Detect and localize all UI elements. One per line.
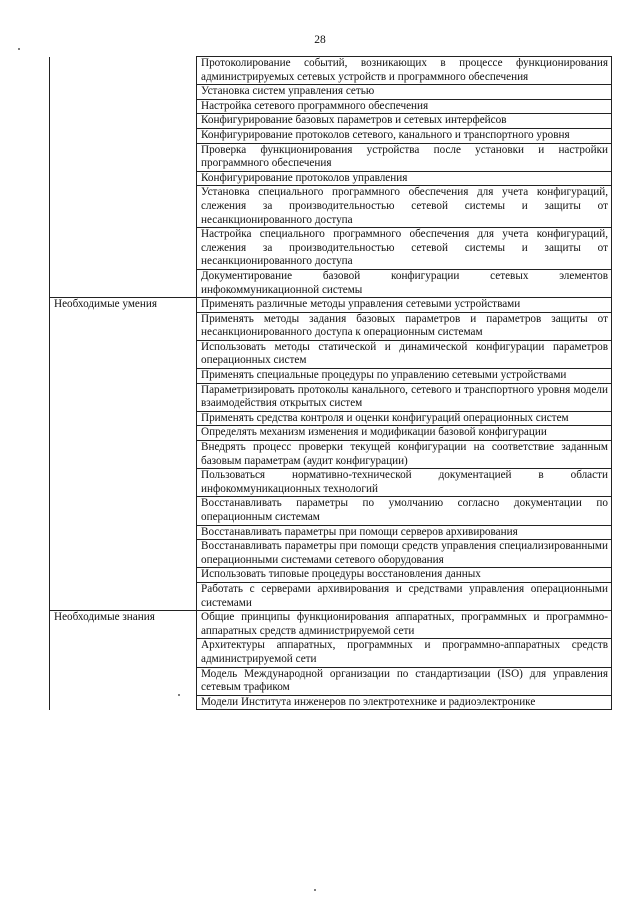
table-cell-item: Модель Международной организации по стандартизации (ISO) для управления сетевым трафиком — [197, 667, 612, 695]
table-cell-item: Применять методы задания базовых параметров и параметров защиты от несанкционированного доступа к операционным системам — [197, 312, 612, 340]
group-label — [50, 57, 197, 85]
group-label-continuation — [50, 228, 197, 270]
table-row — [50, 525, 612, 540]
group-label-continuation — [50, 340, 197, 368]
table-row — [50, 340, 612, 368]
table-cell-item: Проверка функционирования устройства после установки и настройки программного обеспечения — [197, 143, 612, 171]
table-cell-item: Документирование базовой конфигурации сетевых элементов инфокоммуникационной системы — [197, 269, 612, 297]
table-cell-item: Восстанавливать параметры при помощи серверов архивирования — [197, 525, 612, 540]
table-row — [50, 128, 612, 143]
table-cell-item: Конфигурирование протоколов сетевого, канального и транспортного уровня — [197, 128, 612, 143]
group-label-continuation — [50, 114, 197, 129]
table-row — [50, 568, 612, 583]
group-label-continuation — [50, 128, 197, 143]
table-row — [50, 582, 612, 610]
group-label-continuation — [50, 582, 197, 610]
table-cell-item: Восстанавливать параметры по умолчанию согласно документации по операционным системам — [197, 497, 612, 525]
table-row — [50, 171, 612, 186]
table-cell-item: Общие принципы функционирования аппаратных, программных и программно-аппаратных средств администрируемой сети — [197, 611, 612, 639]
table-cell-item: Использовать типовые процедуры восстановления данных — [197, 568, 612, 583]
table-cell-item: Пользоваться нормативно-технической документацией в области инфокоммуникационных технологий — [197, 469, 612, 497]
table-cell-item: Конфигурирование базовых параметров и сетевых интерфейсов — [197, 114, 612, 129]
table-cell-item: Внедрять процесс проверки текущей конфигурации на соответствие заданным базовым параметрам (аудит конфигурации) — [197, 441, 612, 469]
table-cell-item: Установка систем управления сетью — [197, 85, 612, 100]
group-label-continuation — [50, 525, 197, 540]
table-cell-item: Работать с серверами архивирования и средствами управления операционными системами — [197, 582, 612, 610]
table-row — [50, 143, 612, 171]
group-label: Необходимые знания — [50, 611, 197, 639]
group-label-continuation — [50, 639, 197, 667]
table-row — [50, 383, 612, 411]
table-row — [50, 57, 612, 85]
table-row — [50, 426, 612, 441]
table-cell-item: Настройка специального программного обеспечения для учета конфигураций, слежения за производительностью сетевой системы и защиты от несанкционированного доступа — [197, 228, 612, 270]
table-row — [50, 186, 612, 228]
group-label-continuation — [50, 312, 197, 340]
group-label-continuation — [50, 497, 197, 525]
table-row — [50, 411, 612, 426]
scan-speck — [314, 889, 316, 891]
group-label-continuation — [50, 426, 197, 441]
group-label-continuation — [50, 269, 197, 297]
group-label-continuation — [50, 99, 197, 114]
scan-speck — [18, 48, 20, 50]
page-number: 28 — [314, 34, 326, 46]
table-row — [50, 312, 612, 340]
group-label-continuation — [50, 186, 197, 228]
table-cell-item: Конфигурирование протоколов управления — [197, 171, 612, 186]
table-cell-item: Использовать методы статической и динамической конфигурации параметров операционных систем — [197, 340, 612, 368]
table-cell-item: Применять специальные процедуры по управлению сетевыми устройствами — [197, 369, 612, 384]
group-label-continuation — [50, 568, 197, 583]
table-cell-item: Восстанавливать параметры при помощи средств управления специализированными операционными системами сетевого оборудования — [197, 540, 612, 568]
table-row — [50, 611, 612, 639]
table-cell-item: Архитектуры аппаратных, программных и программно-аппаратных средств администрируемой сети — [197, 639, 612, 667]
table-row — [50, 369, 612, 384]
group-label-continuation — [50, 441, 197, 469]
table-row — [50, 441, 612, 469]
group-label-continuation — [50, 667, 197, 695]
table-cell-item: Протоколирование событий, возникающих в процессе функционирования администрируемых сетевых устройств и программного обеспечения — [197, 57, 612, 85]
table-row — [50, 540, 612, 568]
group-label-continuation — [50, 469, 197, 497]
group-label-continuation — [50, 143, 197, 171]
group-label-continuation — [50, 411, 197, 426]
table-row — [50, 667, 612, 695]
table-row — [50, 228, 612, 270]
group-label: Необходимые умения — [50, 298, 197, 313]
table-cell-item: Модели Института инженеров по электротехнике и радиоэлектронике — [197, 695, 612, 710]
table-row — [50, 85, 612, 100]
table-body — [50, 57, 612, 710]
table-cell-item: Определять механизм изменения и модификации базовой конфигурации — [197, 426, 612, 441]
table-row — [50, 497, 612, 525]
table-cell-item: Применять средства контроля и оценки конфигураций операционных систем — [197, 411, 612, 426]
table-cell-item: Применять различные методы управления сетевыми устройствами — [197, 298, 612, 313]
table-row — [50, 469, 612, 497]
table-cell-item: Параметризировать протоколы канального, сетевого и транспортного уровня модели взаимодействия открытых систем — [197, 383, 612, 411]
group-label-continuation — [50, 85, 197, 100]
group-label-continuation — [50, 383, 197, 411]
group-label-continuation — [50, 540, 197, 568]
table-row — [50, 639, 612, 667]
group-label-continuation — [50, 369, 197, 384]
competency-table — [49, 56, 612, 710]
table-row — [50, 99, 612, 114]
table-row — [50, 695, 612, 710]
group-label-continuation — [50, 695, 197, 710]
table-cell-item: Установка специального программного обеспечения для учета конфигураций, слежения за производительностью сетевой системы и защиты от несанкционированного доступа — [197, 186, 612, 228]
group-label-continuation — [50, 171, 197, 186]
table-row — [50, 298, 612, 313]
table-cell-item: Настройка сетевого программного обеспечения — [197, 99, 612, 114]
table-row — [50, 269, 612, 297]
table-row — [50, 114, 612, 129]
